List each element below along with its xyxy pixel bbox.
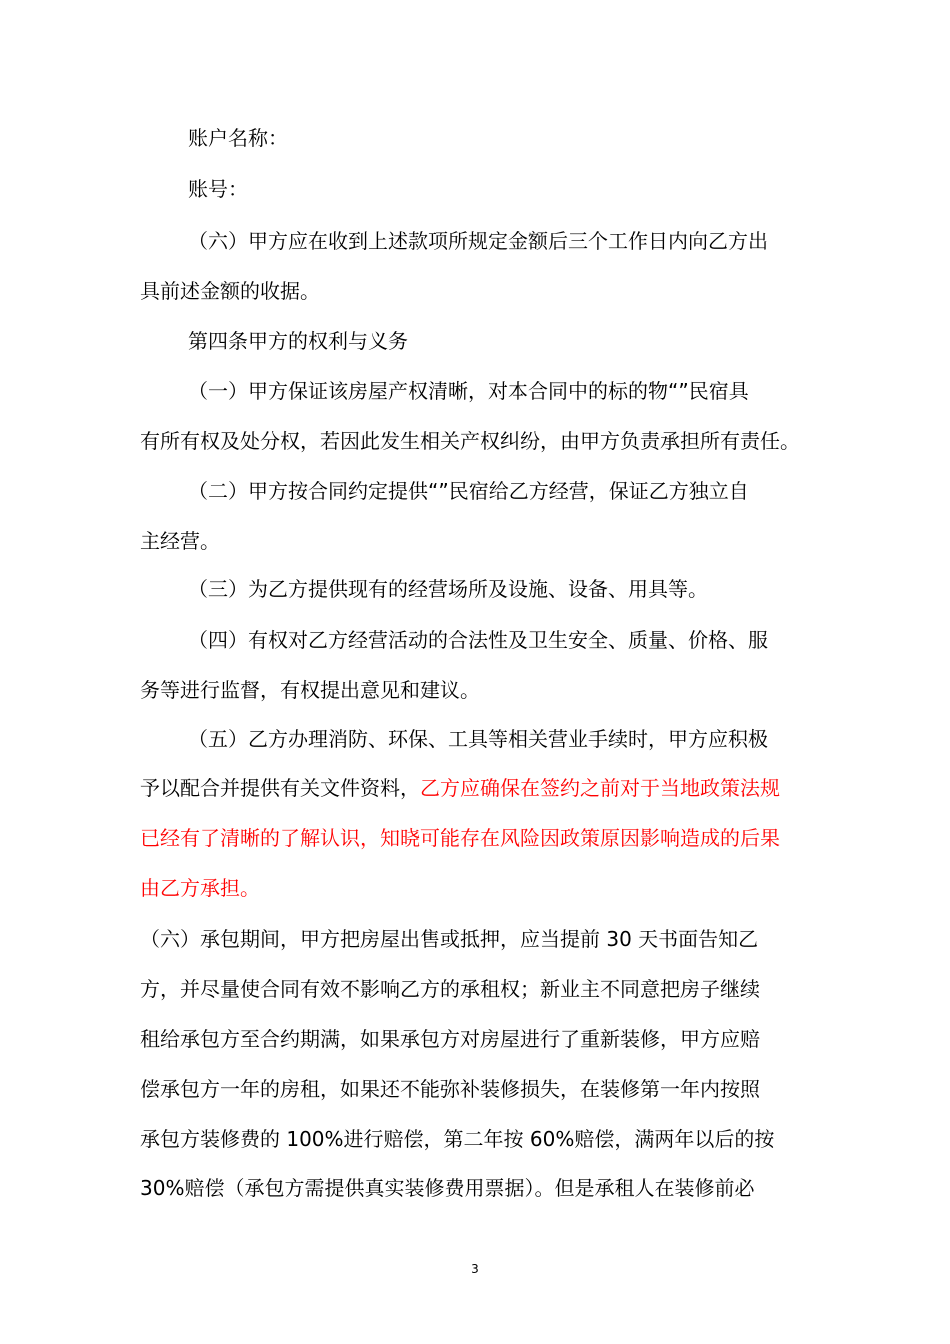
paragraph-line (140, 775, 780, 801)
paragraph-line: 30%赔偿（承包方需提供真实装修费用票据）。但是承租人在装修前必 (140, 1176, 755, 1200)
paragraph-line: （六）承包期间，甲方把房屋出售或抵押，应当提前 30 天书面告知乙 (140, 927, 759, 951)
section-heading: 第四条甲方的权利与义务 (188, 329, 408, 353)
highlighted-warning-text: 乙方应确保在签约之前对于当地政策法规 (420, 776, 780, 800)
highlighted-warning-text: 已经有了清晰的了解认识，知晓可能存在风险因政策原因影响造成的后果 (140, 826, 780, 850)
paragraph-line: （二）甲方按合同约定提供“”民宿给乙方经营，保证乙方独立自 (188, 479, 749, 503)
paragraph-line: （五）乙方办理消防、环保、工具等相关营业手续时，甲方应积极 (188, 727, 768, 751)
paragraph-line: 具前述金额的收据。 (140, 279, 320, 303)
highlighted-warning-text: 由乙方承担。 (140, 876, 260, 900)
paragraph-text: 予以配合并提供有关文件资料， (140, 776, 420, 800)
paragraph-line: 偿承包方一年的房租，如果还不能弥补装修损失，在装修第一年内按照 (140, 1077, 760, 1101)
paragraph-line: 承包方装修费的 100%进行赔偿，第二年按 60%赔偿，满两年以后的按 (140, 1127, 775, 1151)
paragraph-line: 务等进行监督，有权提出意见和建议。 (140, 678, 480, 702)
paragraph-line: 方，并尽量使合同有效不影响乙方的承租权；新业主不同意把房子继续 (140, 977, 760, 1001)
page-number: 3 (471, 1262, 479, 1276)
paragraph-line: 主经营。 (140, 529, 220, 553)
account-number-label: 账号： (188, 177, 248, 201)
account-name-label: 账户名称： (188, 126, 288, 150)
paragraph-line: 有所有权及处分权，若因此发生相关产权纠纷，由甲方负责承担所有责任。 (140, 429, 800, 453)
paragraph-line: （三）为乙方提供现有的经营场所及设施、设备、用具等。 (188, 577, 708, 601)
paragraph-line: 租给承包方至合约期满，如果承包方对房屋进行了重新装修，甲方应赔 (140, 1027, 760, 1051)
paragraph-line: （一）甲方保证该房屋产权清晰，对本合同中的标的物“”民宿具 (188, 379, 749, 403)
paragraph-line: （四）有权对乙方经营活动的合法性及卫生安全、质量、价格、服 (188, 628, 768, 652)
paragraph-line: （六）甲方应在收到上述款项所规定金额后三个工作日内向乙方出 (188, 229, 768, 253)
